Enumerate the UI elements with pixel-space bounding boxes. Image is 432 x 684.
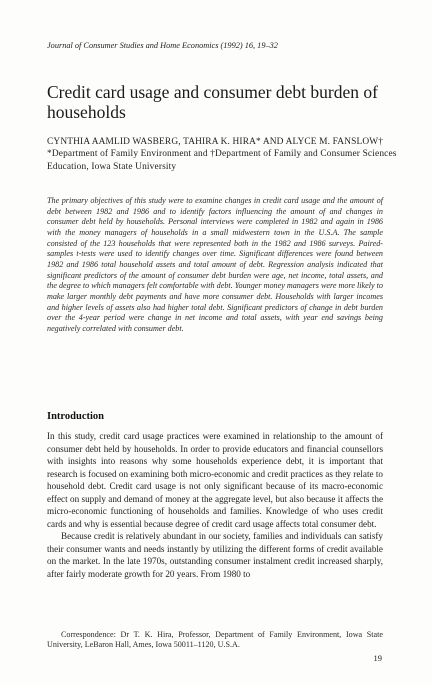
body-paragraph: Because credit is relatively abundant in our society, families and individuals can satisfy their consumer wants and needs instantly by utilizing the different forms of credit available on the market. In the late 1970s, outstanding consumer instalment credit increased sharply, after fairly moderate growth for 20 years. From 1980 to bbox=[47, 531, 383, 580]
body-paragraph: In this study, credit card usage practices were examined in relationship to the amount of consumer debt held by households. In order to provide educators and financial counsellors with insights into reasons why some households experience debt, it is important that research is focused on examining both micro-economic and credit practices as they relate to household debt. Credit card usage is not only significant because of its macro-economic effect on supply and demand of money at the aggregate level, but also because it affects the micro-economic functioning of households and families. Knowledge of who uses credit cards and why is essential because degree of credit card usage affects total consumer debt. bbox=[47, 431, 383, 529]
author-affiliations: CYNTHIA AAMLID WASBERG, TAHIRA K. HIRA* AND ALYCE M. FANSLOW† *Department of Family Environment and †Department of Family and Consumer Sciences Education, Iowa State University bbox=[47, 137, 397, 172]
article-title: Credit card usage and consumer debt burden of households bbox=[47, 82, 378, 122]
section-heading: Introduction bbox=[47, 411, 104, 422]
page-number: 19 bbox=[373, 653, 382, 663]
journal-citation: Journal of Consumer Studies and Home Economics (1992) 16, 19–32 bbox=[47, 41, 278, 50]
abstract-text: The primary objectives of this study were to examine changes in credit card usage and the amount of debt between 1982 and 1986 and to identify factors influencing the amount of and changes in consumer debt held by households. Personal interviews were completed in 1982 and again in 1986 with the money managers of households in a small midwestern town in the U.S.A. The sample consisted of the 123 households that were represented both in the 1982 and 1986 surveys. Paired-samples t-tests were used to identify changes over time. Significant differences were found between 1982 and 1986 total household assets and total amount of debt. Regression analysis indicated that significant predictors of the amount of consumer debt burden were age, net income, total assets, and the degree to which managers felt comfortable with debt. Younger money managers were more likely to make larger monthly debt payments and have more consumer debt. Households with larger incomes and higher levels of assets also had higher total debt. Significant predictors of change in debt burden over the 4-year period were change in net income and total assets, with year end savings being negatively correlated with consumer debt. bbox=[47, 196, 383, 333]
body-text bbox=[47, 430, 383, 581]
correspondence-footnote: Correspondence: Dr T. K. Hira, Professor, Department of Family Environment, Iowa State University, LeBaron Hall, Ames, Iowa 50011–1120, U.S.A. bbox=[47, 630, 383, 650]
